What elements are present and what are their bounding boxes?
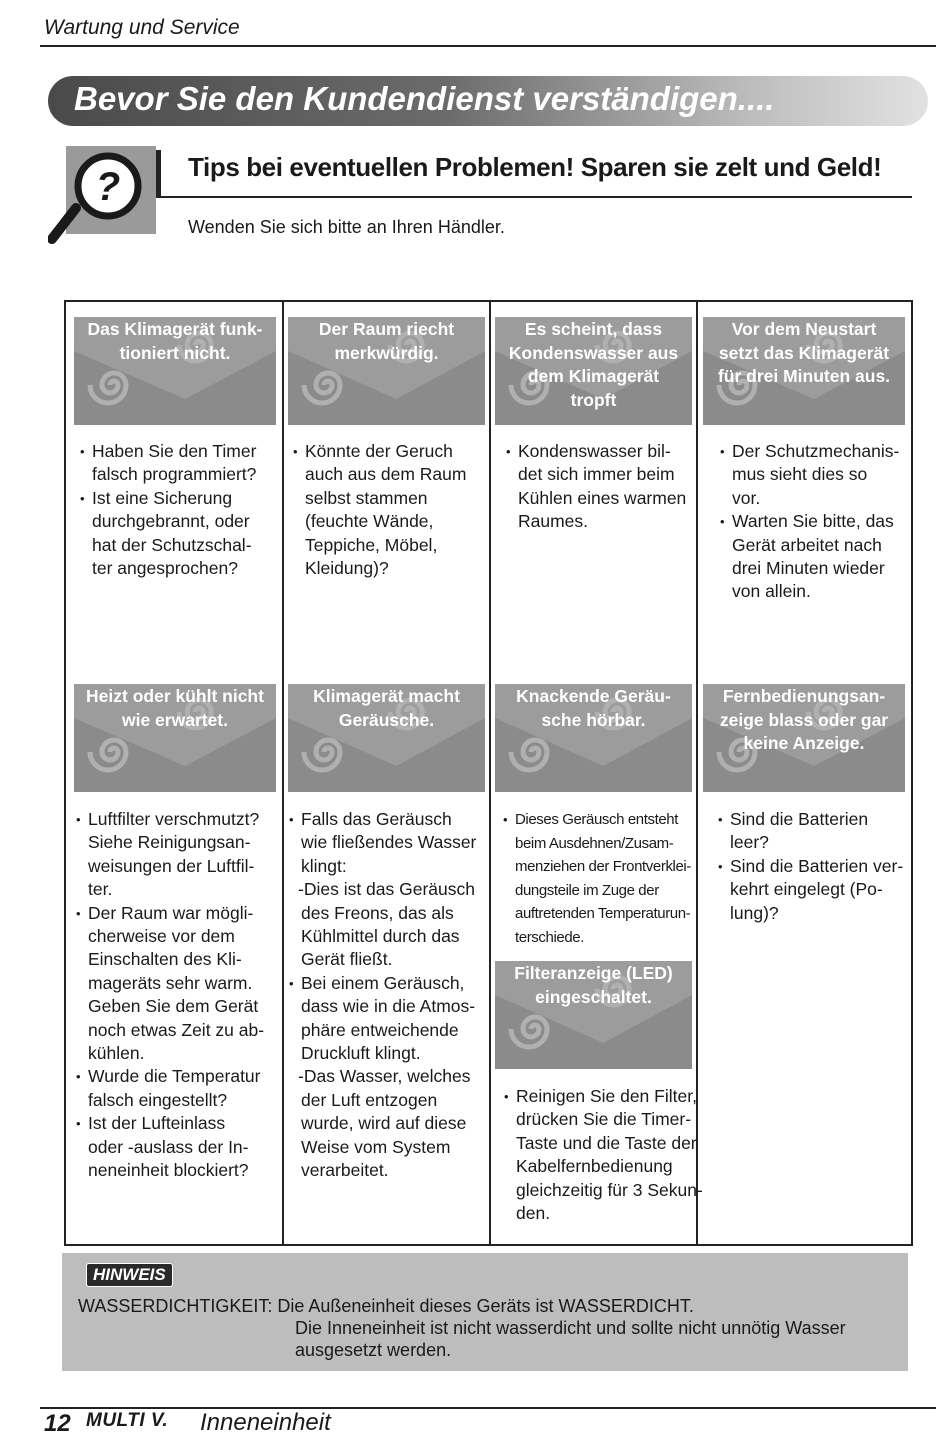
note-line-1: WASSERDICHTIGKEIT: Die Außeneinheit dieses Geräts ist WASSERDICHT. bbox=[78, 1296, 694, 1316]
problem-title-line: setzt das Klimagerät bbox=[718, 342, 890, 363]
checklist-line: noch etwas Zeit zu ab- bbox=[88, 1019, 265, 1040]
checklist-item bbox=[506, 440, 686, 534]
checklist-item bbox=[720, 510, 899, 604]
problem-header bbox=[495, 317, 692, 425]
problem-checklist bbox=[80, 440, 256, 580]
checklist-line: Taste und die Taste der bbox=[516, 1132, 697, 1153]
page-number: 12 bbox=[44, 1410, 71, 1433]
checklist-line: • Reinigen Sie den Filter, bbox=[516, 1086, 697, 1106]
checklist-line: durchgebrannt, oder bbox=[92, 511, 250, 532]
note-badge: HINWEIS bbox=[86, 1263, 173, 1287]
checklist-line: • Falls das Geräusch bbox=[301, 809, 452, 829]
problem-checklist bbox=[76, 808, 264, 1183]
problem-title-line: Filteranzeige (LED) bbox=[514, 963, 673, 983]
problem-title-line: eingeschaltet. bbox=[535, 986, 652, 1007]
checklist-line: (feuchte Wände, bbox=[305, 511, 434, 532]
problem-header bbox=[74, 684, 276, 792]
checklist-line: neneinheit blockiert? bbox=[88, 1160, 249, 1181]
problem-title-line: merkwürdig. bbox=[334, 342, 439, 363]
checklist-line: dungsteile im Zuge der bbox=[515, 881, 659, 899]
problem-title-line: Heizt oder kühlt nicht bbox=[86, 686, 264, 706]
checklist-item bbox=[718, 855, 903, 925]
problem-title bbox=[288, 318, 485, 365]
checklist-line: Einschalten des Kli- bbox=[88, 949, 242, 970]
checklist-line: den. bbox=[516, 1203, 551, 1224]
problem-title-line: sche hörbar. bbox=[541, 709, 646, 730]
checklist-item bbox=[720, 440, 899, 510]
checklist-item bbox=[718, 808, 903, 855]
problem-checklist bbox=[289, 808, 476, 1183]
checklist-line: • Der Raum war mögli- bbox=[88, 902, 254, 923]
problem-title bbox=[495, 685, 692, 732]
checklist-line: menziehen der Frontverklei- bbox=[515, 858, 691, 875]
checklist-line: vor. bbox=[732, 487, 761, 508]
problem-title bbox=[703, 685, 905, 756]
problem-title-line: wie erwartet. bbox=[121, 709, 229, 730]
problem-title-line: Klimagerät macht bbox=[313, 686, 460, 706]
checklist-line: mageräts sehr warm. bbox=[88, 972, 253, 993]
checklist-line: -Das Wasser, welches bbox=[298, 1066, 471, 1087]
note-line-2: Die Inneneinheit ist nicht wasserdicht und sollte nicht unnötig Wasser bbox=[295, 1318, 846, 1338]
checklist-line: klingt: bbox=[301, 855, 347, 876]
problem-header bbox=[703, 684, 905, 792]
title-banner bbox=[48, 76, 928, 126]
checklist-line: Gerät arbeitet nach bbox=[732, 534, 882, 555]
problem-title-line: Geräusche. bbox=[338, 709, 435, 730]
checklist-line: • Ist eine Sicherung bbox=[92, 487, 233, 508]
checklist-line: wurde, wird auf diese bbox=[301, 1113, 467, 1134]
problem-title bbox=[288, 685, 485, 732]
column-divider bbox=[489, 302, 491, 1244]
checklist-item bbox=[289, 972, 476, 1066]
checklist-item bbox=[76, 1112, 264, 1182]
checklist-line: ter angesprochen? bbox=[92, 558, 238, 579]
problem-header bbox=[495, 684, 692, 792]
problem-checklist bbox=[718, 808, 903, 925]
top-rule bbox=[40, 45, 936, 47]
checklist-line: Geben Sie dem Gerät bbox=[88, 996, 259, 1017]
problem-header bbox=[703, 317, 905, 425]
problem-title-line: Das Klimagerät funk- bbox=[87, 319, 263, 339]
checklist-line: -Dies ist das Geräusch bbox=[298, 879, 476, 900]
checklist-line: Siehe Reinigungsan- bbox=[88, 832, 251, 853]
checklist-line: Weise vom System bbox=[301, 1136, 451, 1157]
problem-checklist bbox=[293, 440, 466, 580]
checklist-line: von allein. bbox=[732, 581, 811, 602]
checklist-line: det sich immer beim bbox=[518, 464, 675, 485]
problem-title-line: Vor dem Neustart bbox=[731, 319, 877, 339]
checklist-line: Druckluft klingt. bbox=[301, 1043, 421, 1064]
checklist-line: Raumes. bbox=[518, 511, 589, 532]
problem-title bbox=[703, 318, 905, 389]
checklist-line: lung)? bbox=[730, 902, 779, 923]
footer-text: Inneneinheit bbox=[200, 1409, 331, 1433]
checklist-item bbox=[80, 440, 256, 487]
checklist-item bbox=[289, 878, 476, 972]
checklist-line: des Freons, das als bbox=[301, 902, 454, 923]
magnifier-question-icon bbox=[48, 146, 158, 246]
checklist-line: • Haben Sie den Timer bbox=[92, 441, 257, 461]
checklist-line: gleichzeitig für 3 Sekun- bbox=[516, 1179, 703, 1200]
section-title: Wartung und Service bbox=[44, 16, 240, 39]
checklist-line: • Ist der Lufteinlass bbox=[88, 1113, 226, 1134]
checklist-line: hat der Schutzschal- bbox=[92, 534, 252, 555]
problem-title-line: Der Raum riecht bbox=[318, 319, 455, 339]
problem-title bbox=[74, 685, 276, 732]
problem-checklist bbox=[506, 440, 686, 534]
tips-rule bbox=[156, 196, 912, 198]
problem-title bbox=[74, 318, 276, 365]
brand-logo: MULTI V. bbox=[86, 1410, 169, 1431]
checklist-line: kehrt eingelegt (Po- bbox=[730, 879, 883, 900]
tips-subtitle: Wenden Sie sich bitte an Ihren Händler. bbox=[188, 217, 505, 237]
problem-checklist bbox=[720, 440, 899, 604]
checklist-line: • Bei einem Geräusch, bbox=[301, 972, 465, 993]
note-line-3: ausgesetzt werden. bbox=[295, 1340, 452, 1360]
checklist-line: Kühlen eines warmen bbox=[518, 487, 687, 508]
problem-title-line: tropft bbox=[570, 389, 617, 410]
problem-title-line: zeige blass oder gar bbox=[719, 709, 889, 730]
problem-title bbox=[495, 962, 692, 1009]
problem-title-line: Es scheint, dass bbox=[524, 319, 663, 339]
checklist-line: Gerät fließt. bbox=[301, 949, 393, 970]
problem-header bbox=[495, 961, 692, 1069]
problem-title-line: für drei Minuten aus. bbox=[717, 366, 891, 386]
footer-rule bbox=[40, 1407, 936, 1409]
checklist-line: • Der Schutzmechanis- bbox=[732, 441, 900, 461]
checklist-line: terschiede. bbox=[515, 928, 584, 946]
checklist-line: • Sind die Batterien ver- bbox=[730, 855, 904, 876]
checklist-line: • Luftfilter verschmutzt? bbox=[88, 809, 260, 829]
checklist-line: auch aus dem Raum bbox=[305, 464, 467, 485]
checklist-line: oder -auslass der In- bbox=[88, 1136, 249, 1157]
checklist-line: cherweise vor dem bbox=[88, 926, 235, 947]
tips-bar bbox=[156, 150, 161, 196]
checklist-item bbox=[503, 808, 691, 949]
checklist-item bbox=[289, 808, 476, 878]
checklist-line: drücken Sie die Timer- bbox=[516, 1109, 692, 1130]
column-divider bbox=[282, 302, 284, 1244]
checklist-line: kühlen. bbox=[88, 1043, 145, 1064]
checklist-line: phäre entweichende bbox=[301, 1019, 459, 1040]
checklist-line: verarbeitet. bbox=[301, 1160, 389, 1181]
checklist-line: • Sind die Batterien bbox=[730, 809, 869, 829]
problem-title bbox=[495, 318, 692, 412]
checklist-line: selbst stammen bbox=[305, 487, 428, 508]
checklist-line: • Dieses Geräusch entsteht bbox=[515, 811, 678, 828]
checklist-line: der Luft entzogen bbox=[301, 1089, 438, 1110]
checklist-line: Kleidung)? bbox=[305, 558, 389, 579]
banner-title: Bevor Sie den Kundendienst verständigen.... bbox=[74, 80, 775, 117]
checklist-line: Teppiche, Möbel, bbox=[305, 534, 438, 555]
checklist-line: drei Minuten wieder bbox=[732, 558, 885, 579]
problem-title-line: keine Anzeige. bbox=[743, 733, 865, 753]
checklist-line: Kühlmittel durch das bbox=[301, 926, 460, 947]
problem-title-line: Kondenswasser aus bbox=[508, 342, 679, 363]
checklist-line: • Warten Sie bitte, das bbox=[732, 511, 894, 532]
checklist-item bbox=[80, 487, 256, 581]
checklist-line: dass wie in die Atmos- bbox=[301, 996, 476, 1017]
problem-checklist bbox=[503, 808, 691, 949]
checklist-line: wie fließendes Wasser bbox=[301, 832, 477, 853]
checklist-line: beim Ausdehnen/Zusam- bbox=[515, 834, 674, 852]
problem-title-line: tioniert nicht. bbox=[119, 342, 231, 363]
problem-header bbox=[288, 684, 485, 792]
checklist-line: • Könnte der Geruch bbox=[305, 441, 453, 461]
checklist-item bbox=[289, 1065, 476, 1182]
checklist-line: falsch programmiert? bbox=[92, 464, 257, 485]
checklist-item bbox=[76, 1065, 264, 1112]
checklist-line: falsch eingestellt? bbox=[88, 1089, 228, 1110]
checklist-item bbox=[293, 440, 466, 580]
tips-title: Tips bei eventuellen Problemen! Sparen sie zelt und Geld! bbox=[188, 152, 882, 182]
checklist-item bbox=[504, 1085, 703, 1225]
checklist-line: Kabelfernbedienung bbox=[516, 1156, 673, 1177]
checklist-line: • Wurde die Temperatur bbox=[88, 1066, 261, 1087]
problem-header bbox=[74, 317, 276, 425]
checklist-line: ter. bbox=[88, 879, 113, 900]
problem-header bbox=[288, 317, 485, 425]
checklist-item bbox=[76, 808, 264, 902]
checklist-line: mus sieht dies so bbox=[732, 464, 868, 485]
checklist-item bbox=[76, 902, 264, 1066]
checklist-line: weisungen der Luftfil- bbox=[88, 855, 255, 876]
note-box bbox=[62, 1253, 908, 1371]
checklist-line: • Kondenswasser bil- bbox=[518, 441, 671, 461]
problem-title-line: Fernbedienungsan- bbox=[722, 686, 886, 706]
problem-checklist bbox=[504, 1085, 703, 1225]
svg-text:?: ? bbox=[95, 165, 121, 209]
checklist-line: leer? bbox=[730, 832, 769, 853]
checklist-line: auftretenden Temperaturun- bbox=[515, 905, 691, 922]
problem-title-line: dem Klimagerät bbox=[527, 366, 660, 386]
problem-title-line: Knackende Geräu- bbox=[516, 686, 671, 706]
